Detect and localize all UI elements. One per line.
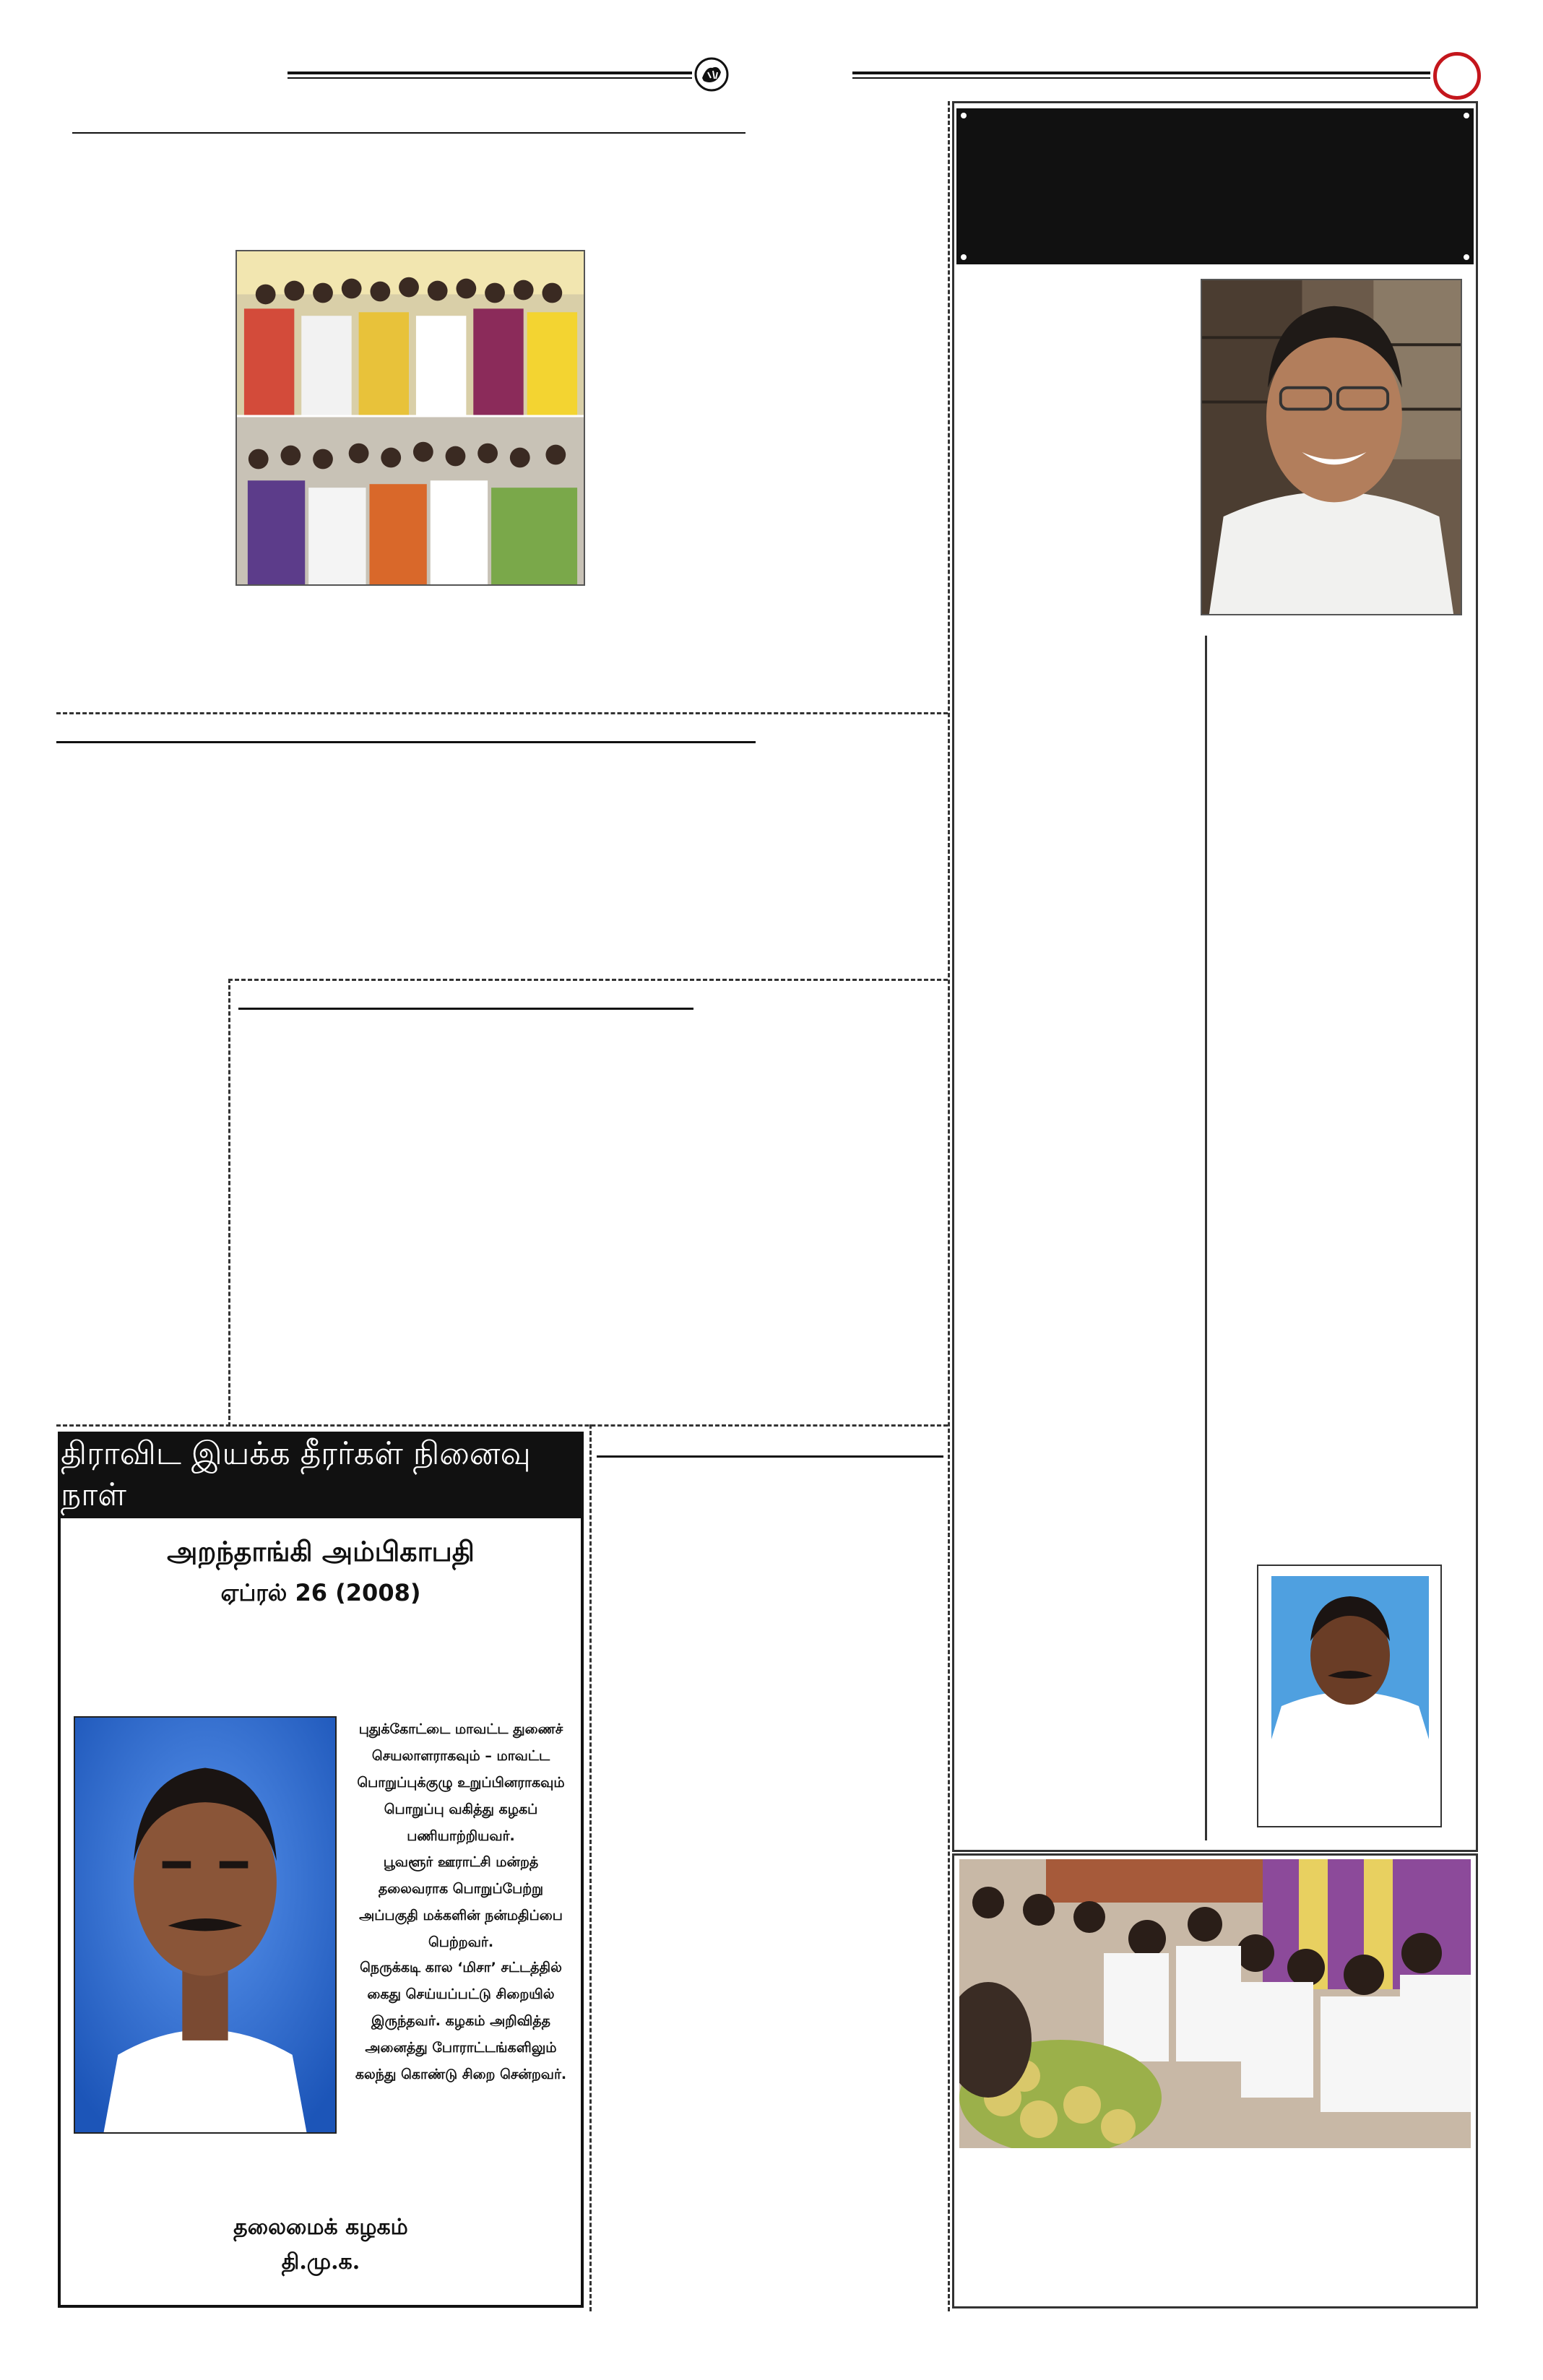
header-rule-left-thin [288,77,692,79]
memorial-notice [58,1432,584,2308]
memorial-paragraph-1: புதுக்கோட்டை மாவட்ட துணைச் செயலாளராகவும் – மாவட்ட பொறுப்புக்குழு உறுப்பினராகவும் பொறுப்பு வகித்து கழகப் பணியாற்றியவர். [357,1721,565,1844]
banner-corner-dot [1464,113,1469,118]
crowd-collage-photo [235,250,585,586]
man-with-mustache-portrait [1271,1576,1429,1739]
memorial-paragraph-3: நெருக்கடி கால ‘மிசா’ சட்டத்தில் கைது செய்யப்பட்டு சிறையில் இருந்தவர். கழகம் அறிவித்த அனைத்து போராட்டங்களிலும் கலந்து கொண்டு சிறை சென்றவர். [355,1960,567,2082]
memorial-right-divider [589,1424,592,2311]
header-rule-left [288,72,692,74]
memorial-name: அறந்தாங்கி அம்பிகாபதி [167,1536,475,1567]
rising-sun-emblem-icon [693,56,730,92]
inner-box-left [228,979,230,1427]
memorial-signature-1: தலைமைக் கழகம் [233,2215,408,2240]
memorial-paragraph-2: பூவளூர் ஊராட்சி மன்றத் தலைவராக பொறுப்பேற்று அப்பகுதி மக்களின் நன்மதிப்பை பெற்றவர். [359,1854,563,1950]
market-crowd-photo [959,1859,1471,2148]
inner-box-top [228,979,948,981]
section-divider [56,712,948,714]
memorial-date: ஏப்ரல் 26 (2008) [220,1579,421,1606]
inner-box-headline-rule [238,1008,693,1010]
bottom-right-headline-rule [597,1455,943,1458]
article-headline-rule [72,132,745,134]
banner-corner-dot [961,254,967,260]
bottom-section-divider [56,1424,948,1427]
memorial-portrait [74,1716,337,2134]
header-rule-right-thin [852,77,1430,79]
banner-corner-dot [1464,254,1469,260]
column-divider [948,101,950,2311]
banner-corner-dot [961,113,967,118]
header-rule-right [852,72,1430,74]
section-headline-rule [56,741,756,743]
right-column-title-banner [955,107,1475,266]
page-number-badge [1433,52,1481,100]
right-column-inner-divider [1205,636,1207,1840]
memorial-signature-2: தி.மு.க. [281,2249,360,2275]
memorial-banner: திராவிட இயக்க தீரர்கள் நினைவு நாள் [61,1435,581,1518]
smiling-man-portrait [1201,279,1462,615]
